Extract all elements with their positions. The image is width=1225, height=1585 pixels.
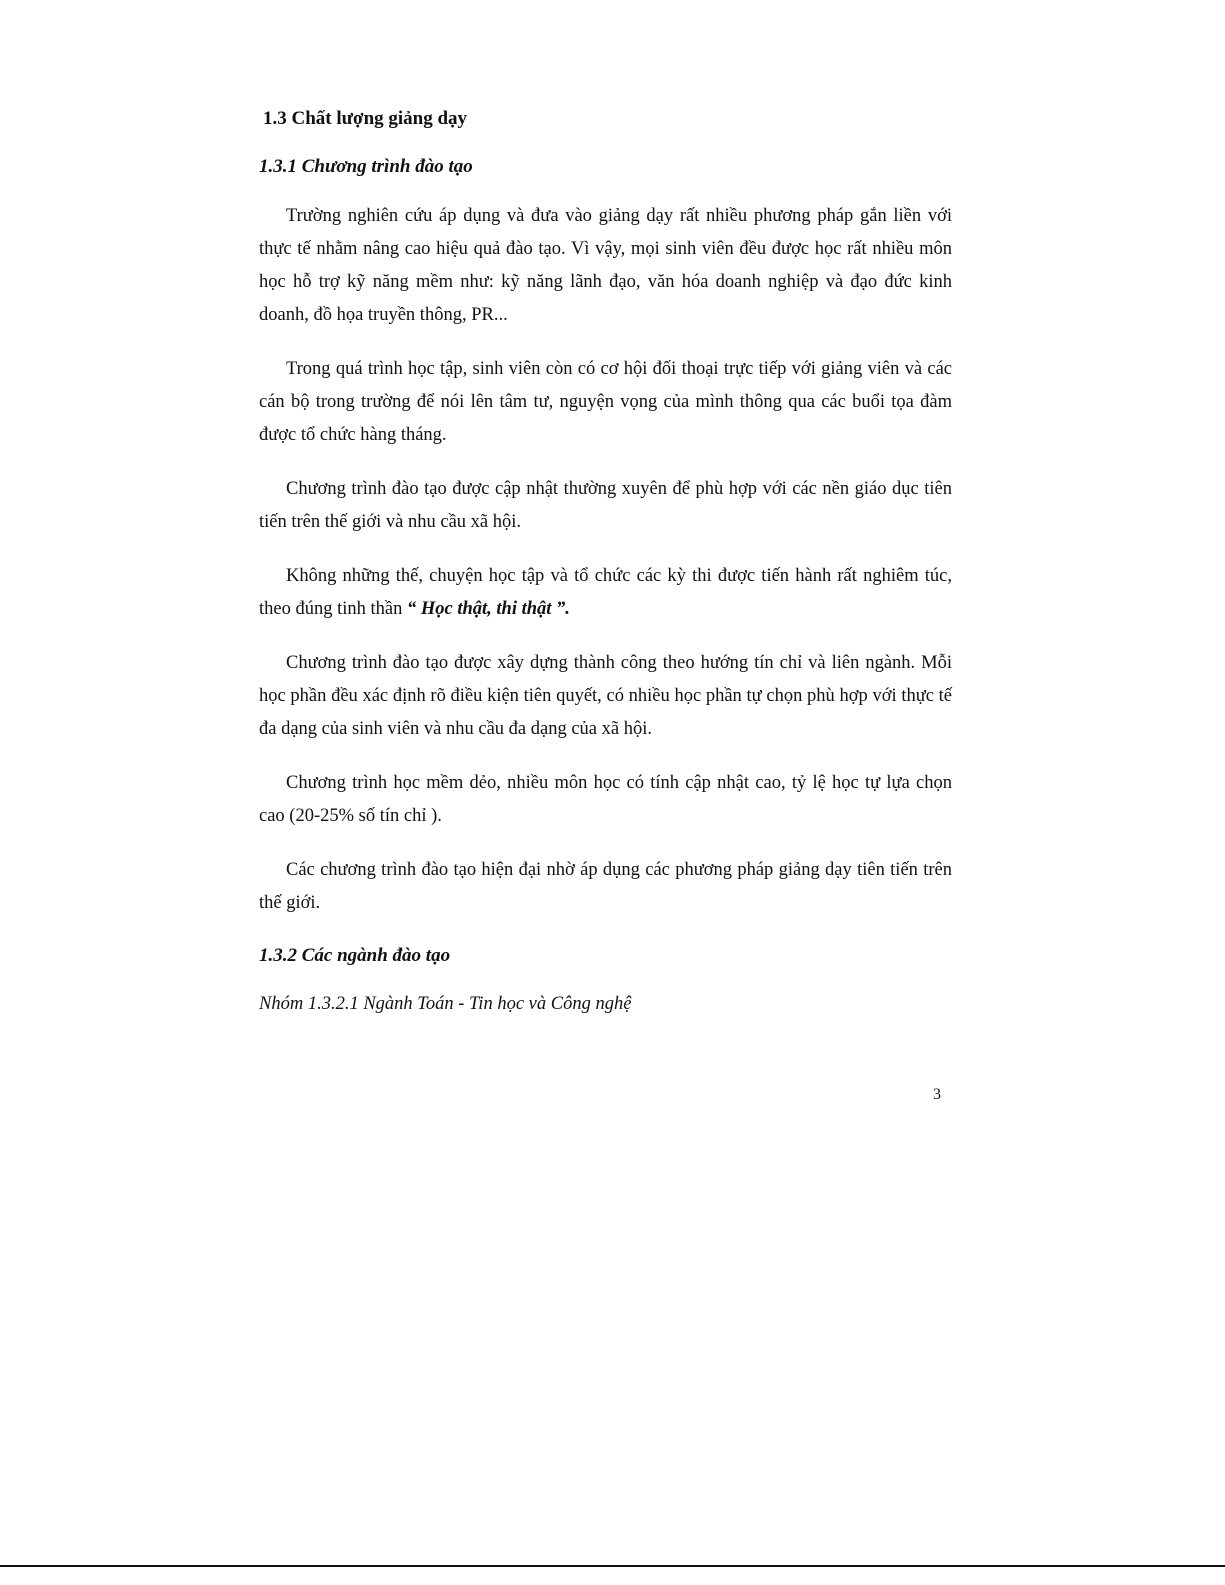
paragraph: Trong quá trình học tập, sinh viên còn có cơ hội đối thoại trực tiếp với giảng viên và các cán bộ trong trường để nói lên tâm tư, nguyện vọng của mình thông qua các buổi tọa đàm được tổ chức hàng tháng. [259, 359, 952, 445]
paragraph-exam-spirit [259, 560, 952, 626]
paragraph: Chương trình đào tạo được cập nhật thường xuyên để phù hợp với các nền giáo dục tiên tiến trên thế giới và nhu cầu xã hội. [259, 479, 952, 532]
group-heading: Nhóm 1.3.2.1 Ngành Toán - Tin học và Công nghệ [259, 994, 632, 1014]
paragraph: Trường nghiên cứu áp dụng và đưa vào giảng dạy rất nhiều phương pháp gắn liền với thực tế nhằm nâng cao hiệu quả đào tạo. Vì vậy, mọi sinh viên đều được học rất nhiều môn học hỗ trợ kỹ năng mềm như: kỹ năng lãnh đạo, văn hóa doanh nghiệp và đạo đức kinh doanh, đồ họa truyền thông, PR... [259, 206, 952, 325]
paragraph: Chương trình đào tạo được xây dựng thành công theo hướng tín chỉ và liên ngành. Mỗi học phần đều xác định rõ điều kiện tiên quyết, có nhiều học phần tự chọn phù hợp với thực tế đa dạng của sinh viên và nhu cầu đa dạng của xã hội. [259, 653, 952, 739]
paragraph-text: Không những thế, chuyện học tập và tổ chức các kỳ thi được tiến hành rất nghiêm túc, theo đúng tinh thần [259, 566, 952, 619]
page-number: 3 [933, 1086, 941, 1103]
motto-quote: “ Học thật, thi thật ”. [406, 599, 570, 619]
subsection-heading-program: 1.3.1 Chương trình đào tạo [259, 156, 473, 177]
section-heading: 1.3 Chất lượng giảng dạy [263, 108, 468, 129]
page-content [259, 104, 952, 1019]
paragraph: Các chương trình đào tạo hiện đại nhờ áp dụng các phương pháp giảng dạy tiên tiến trên thế giới. [259, 860, 952, 913]
paragraph: Chương trình học mềm dẻo, nhiều môn học có tính cập nhật cao, tỷ lệ học tự lựa chọn cao (20-25% số tín chỉ ). [259, 773, 952, 826]
bottom-divider [0, 1565, 1225, 1567]
subsection-heading-majors: 1.3.2 Các ngành đào tạo [259, 945, 451, 966]
